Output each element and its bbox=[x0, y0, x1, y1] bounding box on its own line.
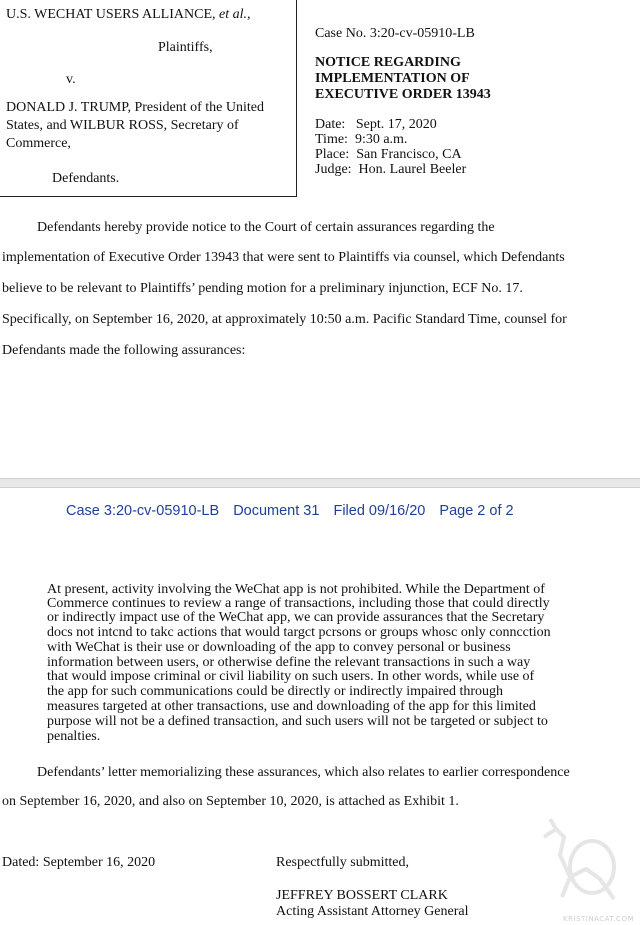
dated-line: Dated: September 16, 2020 bbox=[2, 855, 156, 870]
kangaroo-watermark-icon bbox=[526, 807, 636, 917]
quote-line-10: purpose will not be a defined transaction, and such users will not be targeted or subject to bbox=[47, 714, 548, 729]
page-separator bbox=[0, 478, 640, 488]
body-line-3: believe to be relevant to Plaintiffs’ pending motion for a preliminary injunction, ECF No. 17. bbox=[2, 281, 523, 296]
defendant-line-2: States, and WILBUR ROSS, Secretary of bbox=[6, 118, 239, 133]
ecf-filed: Filed 09/16/20 bbox=[333, 503, 426, 519]
defendant-line-1: DONALD J. TRUMP, President of the United bbox=[6, 100, 264, 115]
notice-title-line-2: IMPLEMENTATION OF bbox=[315, 71, 470, 86]
case-caption-box bbox=[0, 0, 297, 197]
case-number: Case No. 3:20-cv-05910-LB bbox=[315, 26, 475, 41]
hearing-judge: Judge: Hon. Laurel Beeler bbox=[315, 162, 467, 177]
ecf-page: Page 2 of 2 bbox=[439, 503, 514, 519]
defendant-line-3: Commerce, bbox=[6, 136, 71, 151]
versus-label: v. bbox=[66, 72, 76, 87]
body-line-5: Defendants made the following assurances: bbox=[2, 343, 246, 358]
plaintiff-name bbox=[6, 7, 251, 23]
quote-line-1: At present, activity involving the WeChat app is not prohibited. While the Department of bbox=[47, 582, 545, 597]
letter-line-2: on September 16, 2020, and also on September 10, 2020, is attached as Exhibit 1. bbox=[2, 794, 459, 809]
hearing-place: Place: San Francisco, CA bbox=[315, 147, 462, 162]
letter-line-1: Defendants’ letter memorializing these assurances, which also relates to earlier correspondence bbox=[2, 765, 570, 780]
ecf-header bbox=[66, 503, 524, 519]
watermark-text: KRISTINACAT.COM bbox=[563, 915, 634, 923]
quote-line-5: with WeChat is their use or downloading of the app to convey personal or business bbox=[47, 640, 511, 655]
body-line-2: implementation of Executive Order 13943 that were sent to Plaintiffs via counsel, which Defendants bbox=[2, 250, 565, 265]
respectfully-submitted: Respectfully submitted, bbox=[276, 855, 409, 870]
plaintiffs-label: Plaintiffs, bbox=[158, 40, 213, 55]
quote-line-8: the app for such communications could be directly or indirectly impaired through bbox=[47, 684, 504, 699]
plaintiff-etal: et al., bbox=[219, 7, 251, 22]
plaintiff-name-text: U.S. WECHAT USERS ALLIANCE, bbox=[6, 7, 216, 22]
signer-title: Acting Assistant Attorney General bbox=[276, 904, 469, 919]
quote-line-3: or indirectly impact use of the WeChat app, we can provide assurances that the Secretary bbox=[47, 610, 545, 625]
quote-line-6: information between users, or otherwise define the relevant transactions in such a way bbox=[47, 655, 531, 670]
quote-line-9: measures targeted at other transactions, use and downloading of the app for this limited bbox=[47, 699, 536, 714]
quote-line-7: that would impose criminal or civil liability on such users. In other words, while use of bbox=[47, 669, 535, 684]
quote-line-11: penalties. bbox=[47, 729, 101, 744]
notice-title-line-3: EXECUTIVE ORDER 13943 bbox=[315, 87, 491, 102]
ecf-case: Case 3:20-cv-05910-LB bbox=[66, 503, 220, 519]
notice-title-line-1: NOTICE REGARDING bbox=[315, 55, 461, 70]
quote-line-4: docs not intcnd to takc actions that would targct pcrsons or groups whosc only conncction bbox=[47, 625, 551, 640]
ecf-document: Document 31 bbox=[233, 503, 320, 519]
hearing-time: Time: 9:30 a.m. bbox=[315, 132, 408, 147]
signer-name: JEFFREY BOSSERT CLARK bbox=[276, 888, 448, 903]
body-line-4: Specifically, on September 16, 2020, at approximately 10:50 a.m. Pacific Standard Time, counsel for bbox=[2, 312, 567, 327]
hearing-date: Date: Sept. 17, 2020 bbox=[315, 117, 437, 132]
quote-line-2: Commerce continues to review a range of transactions, including those that could directly bbox=[47, 596, 550, 611]
body-line-1: Defendants hereby provide notice to the Court of certain assurances regarding the bbox=[2, 220, 495, 235]
defendants-label: Defendants. bbox=[52, 171, 120, 186]
